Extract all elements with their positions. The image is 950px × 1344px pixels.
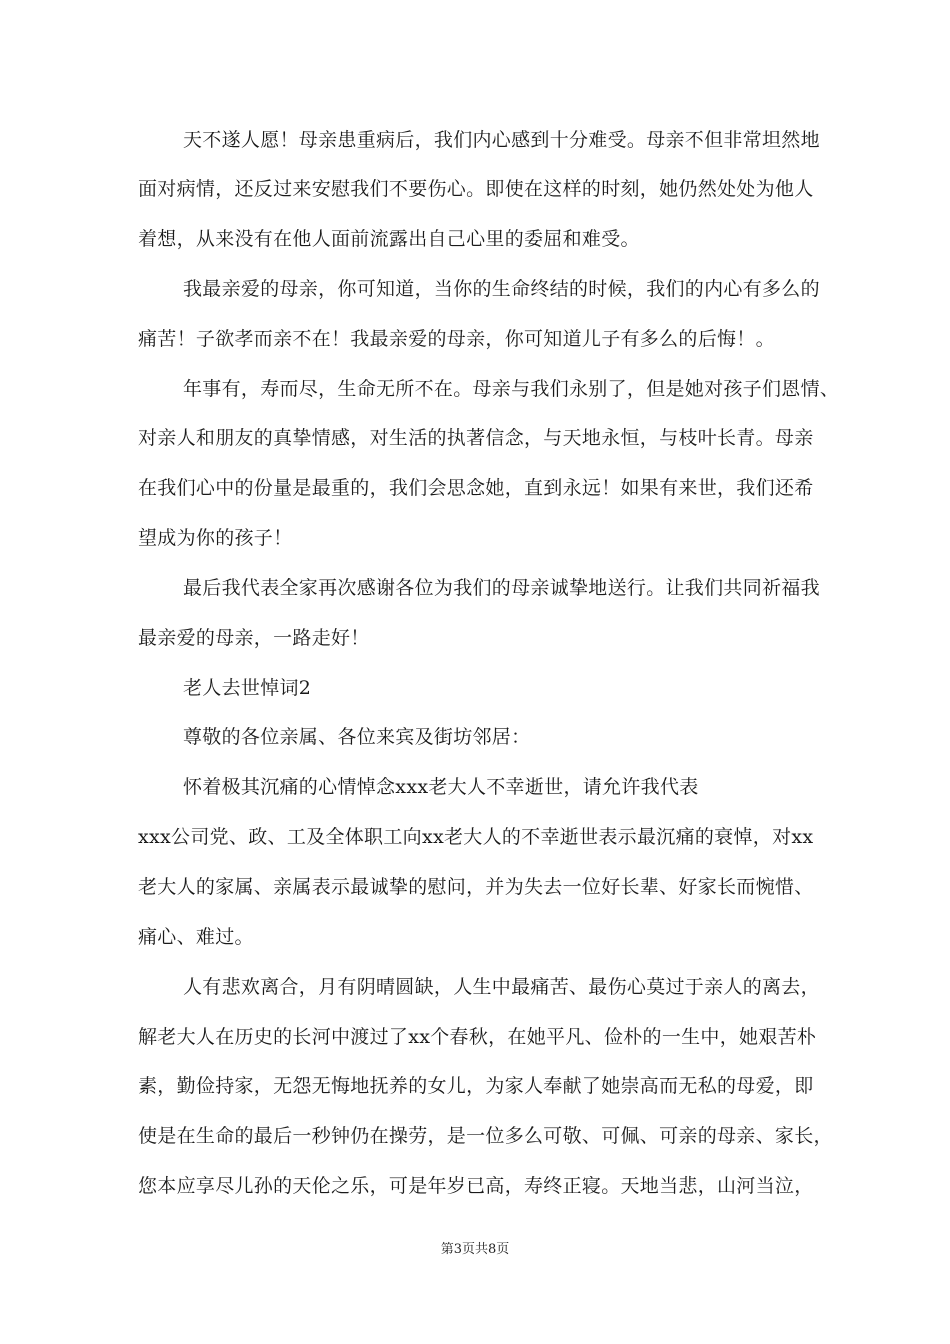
paragraph-line: 痛苦！子欲孝而亲不在！我最亲爱的母亲，你可知道儿子有多么的后悔！。 <box>138 328 775 350</box>
paragraph-line: 最后我代表全家再次感谢各位为我们的母亲诚挚地送行。让我们共同祈福我 <box>183 577 820 599</box>
paragraph-line: 最亲爱的母亲，一路走好！ <box>138 627 370 649</box>
paragraph-line: 使是在生命的最后一秒钟仍在操劳，是一位多么可敬、可佩、可亲的母亲、家长， <box>138 1125 833 1147</box>
paragraph-line: 在我们心中的份量是最重的，我们会思念她，直到永远！如果有来世，我们还希 <box>138 477 814 499</box>
paragraph-line: 天不遂人愿！母亲患重病后，我们内心感到十分难受。母亲不但非常坦然地 <box>183 129 820 151</box>
paragraph-line: 素，勤俭持家，无怨无悔地抚养的女儿，为家人奉献了她崇高而无私的母爱，即 <box>138 1075 814 1097</box>
paragraph-line: 我最亲爱的母亲，你可知道，当你的生命终结的时候，我们的内心有多么的 <box>183 278 820 300</box>
paragraph-line: xxx公司党、政、工及全体职工向xx老大人的不幸逝世表示最沉痛的衰悼，对xx <box>138 826 814 848</box>
paragraph-line: 痛心、难过。 <box>138 926 254 948</box>
page-footer: 第3页共8页 <box>440 1242 510 1257</box>
paragraph-line: 人有悲欢离合，月有阴晴圆缺，人生中最痛苦、最伤心莫过于亲人的离去， <box>183 976 820 998</box>
paragraph-line: 解老大人在历史的长河中渡过了xx个春秋，在她平凡、俭朴的一生中，她艰苦朴 <box>138 1026 817 1048</box>
section-heading: 老人去世悼词2 <box>183 677 312 699</box>
paragraph-line: 面对病情，还反过来安慰我们不要伤心。即使在这样的时刻，她仍然处处为他人 <box>138 178 814 200</box>
salutation-line: 尊敬的各位亲属、各位来宾及街坊邻居： <box>183 726 531 748</box>
paragraph-line: 着想，从来没有在他人面前流露出自己心里的委屈和难受。 <box>138 228 640 250</box>
paragraph-line: 您本应享尽儿孙的天伦之乐，可是年岁已高，寿终正寝。天地当悲，山河当泣， <box>138 1175 814 1197</box>
paragraph-line: 对亲人和朋友的真挚情感，对生活的执著信念，与天地永恒，与枝叶长青。母亲 <box>138 427 814 449</box>
paragraph-line: 怀着极其沉痛的心情悼念xxx老大人不幸逝世，请允许我代表 <box>183 776 699 798</box>
paragraph-line: 望成为你的孩子！ <box>138 527 293 549</box>
paragraph-line: 老大人的家属、亲属表示最诚挚的慰问，并为失去一位好长辈、好家长而惋惜、 <box>138 876 814 898</box>
paragraph-line: 年事有，寿而尽，生命无所不在。母亲与我们永别了，但是她对孩子们恩情、 <box>183 378 840 400</box>
